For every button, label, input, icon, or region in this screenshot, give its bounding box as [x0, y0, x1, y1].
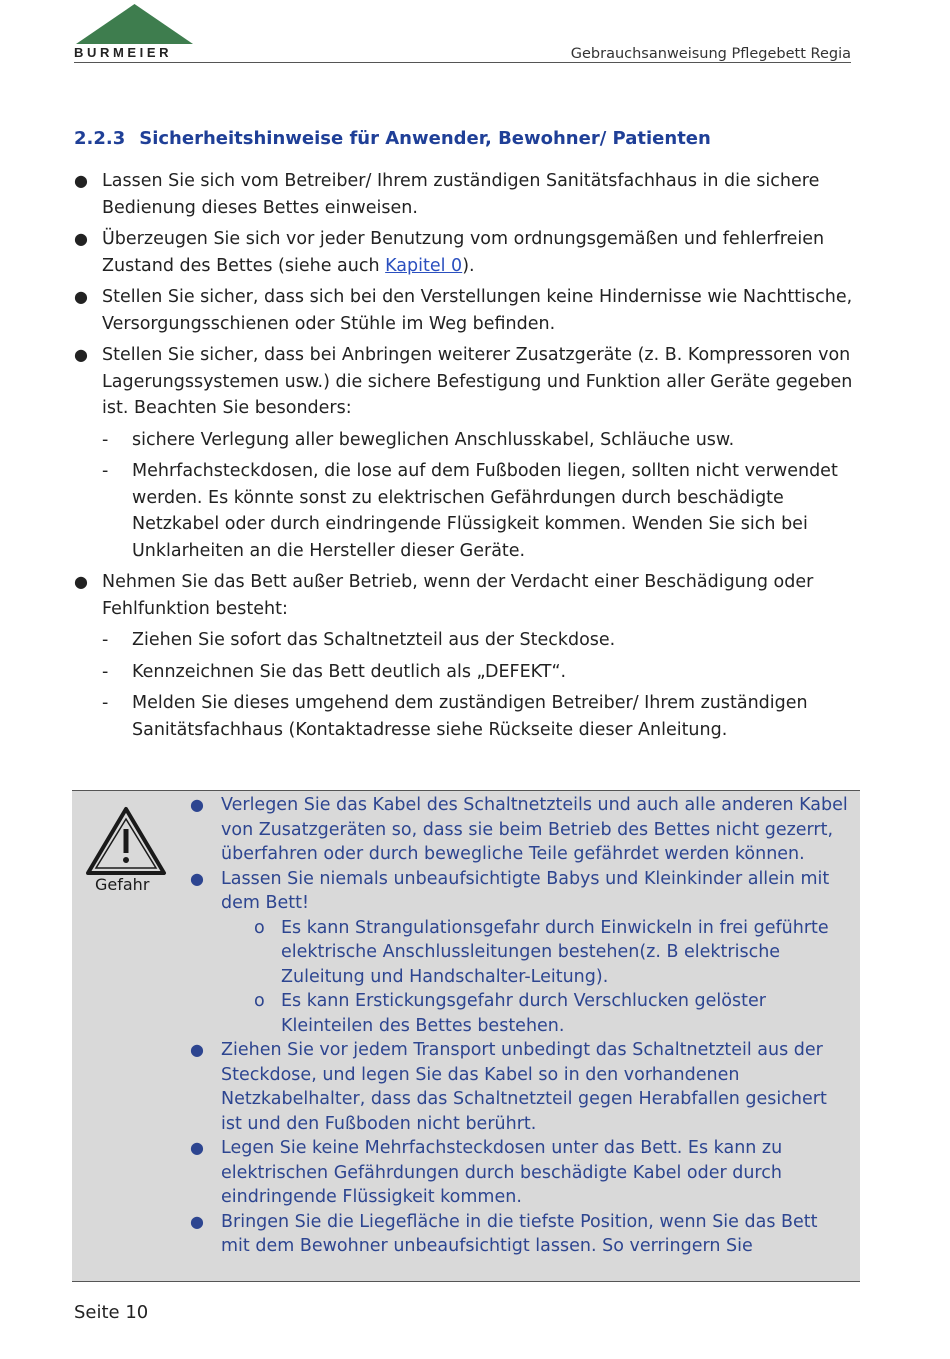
warning-item: ● Verlegen Sie das Kabel des Schaltnetzteils und auch alle anderen Kabel von Zusatzgeräten so, dass sie beim Betrieb des Bettes nicht gezerrt, überfahren oder durch bewegliche Teile gefährdet werden können. — [190, 795, 848, 864]
circle-bullet-icon: o — [254, 917, 265, 938]
bullet-icon: ● — [74, 287, 88, 306]
sub-list-item: - Kennzeichnen Sie das Bett deutlich als „DEFEKT“. — [102, 661, 567, 682]
bullet-icon: ● — [190, 1040, 204, 1059]
warning-item: ● Bringen Sie die Liegefläche in die tiefste Position, wenn Sie das Bett mit dem Bewohner unbeaufsichtigt lassen. So verringern Sie — [190, 1211, 818, 1256]
list-item: ● Stellen Sie sicher, dass sich bei den Verstellungen keine Hindernisse wie Nachttische, Versorgungsschienen oder Stühle im Weg befinden. — [74, 284, 854, 337]
list-item: ● Lassen Sie sich vom Betreiber/ Ihrem zuständigen Sanitätsfachhaus in die sichere Bedienung dieses Bettes einweisen. — [74, 168, 854, 221]
header-divider — [74, 62, 851, 63]
list-item: ● Überzeugen Sie sich vor jeder Benutzung vom ordnungsgemäßen und fehlerfreien Zustand des Bettes (siehe auch Kapitel 0). — [74, 226, 854, 279]
logo-text: BURMEIER — [74, 45, 173, 60]
danger-warning-box — [72, 790, 860, 1282]
warning-triangle-icon — [84, 805, 168, 877]
bullet-icon: ● — [190, 795, 204, 814]
burmeier-logo-roof-icon — [76, 4, 193, 44]
bullet-icon: ● — [74, 171, 88, 190]
sub-list-item: - Melden Sie dieses umgehend dem zuständigen Betreiber/ Ihrem zuständigen Sanitätsfachhaus (Kontaktadresse siehe Rückseite dieser Anleitung. — [102, 693, 808, 740]
section-title: Sicherheitshinweise für Anwender, Bewohner/ Patienten — [139, 128, 711, 149]
header-title: Gebrauchsanweisung Pflegebett Regia — [570, 46, 851, 62]
bullet-icon: ● — [74, 345, 88, 364]
bullet-icon: ● — [190, 1211, 204, 1231]
bullet-icon: ● — [74, 229, 88, 248]
sub-list-item: - Mehrfachsteckdosen, die lose auf dem Fußboden liegen, sollten nicht verwendet werden. Es könnte sonst zu elektrischen Gefährdungen durch beschädigte Netzkabel oder durch eindringende Flüssigkeit kommen. Wenden Sie sich bei Unklarheiten an die Hersteller dieser Geräte. — [102, 461, 838, 561]
bullet-icon: ● — [190, 1138, 204, 1157]
warning-sub-item: o Es kann Erstickungsgefahr durch Verschlucken gelöster Kleinteilen des Bettes bestehen. — [254, 991, 766, 1036]
chapter-link[interactable]: Kapitel 0 — [385, 255, 463, 276]
bullet-icon: ● — [74, 572, 88, 591]
list-item: ● Stellen Sie sicher, dass bei Anbringen weiterer Zusatzgeräte (z. B. Kompressoren von Lagerungssystemen usw.) die sichere Befestigung und Funktion aller Geräte gegeben ist. Beachten Sie besonders: — [74, 342, 854, 422]
warning-item: ● Lassen Sie niemals unbeaufsichtigte Babys und Kleinkinder allein mit dem Bett! — [190, 868, 830, 913]
warning-item: ● Ziehen Sie vor jedem Transport unbedingt das Schaltnetzteil aus der Steckdose, und legen Sie das Kabel so in den vorhandenen Netzkabelhalter, dass das Schaltnetzteil gegen Herabfallen gesichert ist und den Fußboden nicht berührt. — [190, 1040, 827, 1134]
danger-label: Gefahr — [95, 875, 150, 894]
bullet-icon: ● — [190, 868, 204, 888]
list-item: ● Nehmen Sie das Bett außer Betrieb, wenn der Verdacht einer Beschädigung oder Fehlfunktion besteht: — [74, 569, 854, 622]
page-number: Seite 10 — [74, 1302, 149, 1323]
safety-instructions-list — [74, 168, 854, 748]
sub-list-item: - sichere Verlegung aller beweglichen Anschlusskabel, Schläuche usw. — [102, 429, 735, 450]
section-number: 2.2.3 — [74, 128, 126, 149]
warning-list — [190, 793, 850, 1259]
circle-bullet-icon: o — [254, 991, 265, 1011]
section-heading — [74, 128, 711, 149]
sub-list-item: - Ziehen Sie sofort das Schaltnetzteil aus der Steckdose. — [102, 630, 616, 650]
warning-item: ● Legen Sie keine Mehrfachsteckdosen unter das Bett. Es kann zu elektrischen Gefährdungen durch beschädigte Kabel oder durch eindringende Flüssigkeit kommen. — [190, 1138, 783, 1207]
warning-sub-item: o Es kann Strangulationsgefahr durch Einwickeln in frei geführte elektrische Anschlussleitungen bestehen(z. B elektrische Zuleitung und Handschalter-Leitung). — [254, 917, 829, 987]
